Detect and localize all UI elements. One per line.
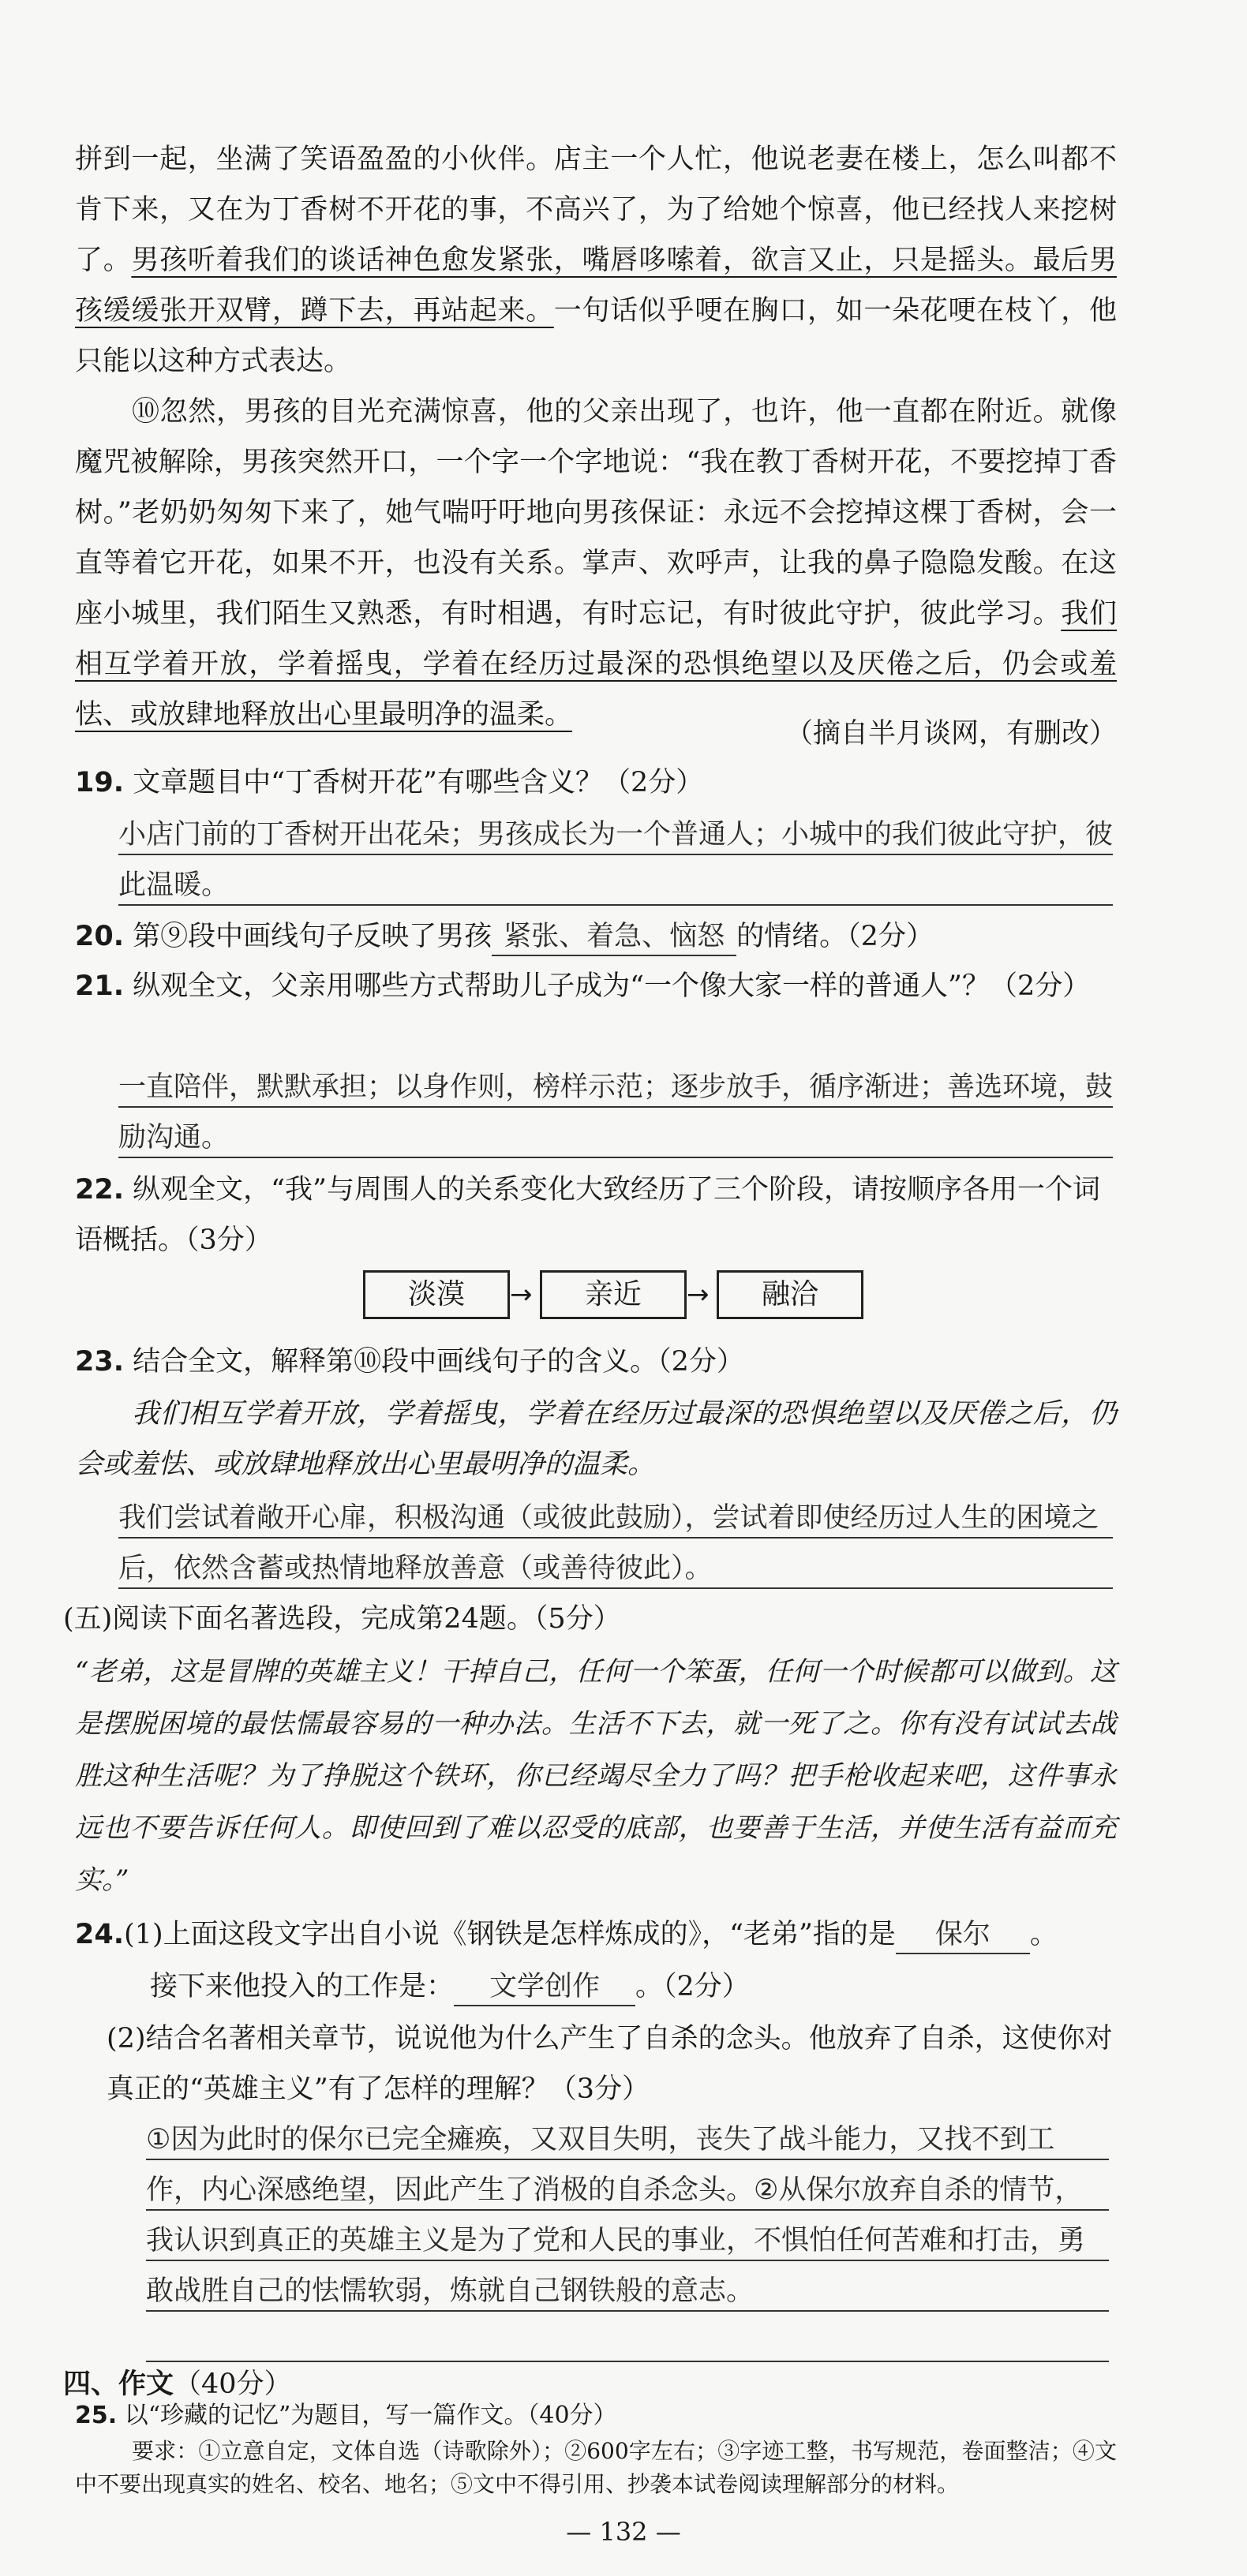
answer-line <box>118 1587 1113 1589</box>
section-title: 四、作文 <box>63 2368 174 2400</box>
novel-excerpt: “老弟，这是冒牌的英雄主义！干掉自己，任何一个笨蛋，任何一个时候都可以做到。这是摆脱困境的最怯懦最容易的一种办法。生活不下去，就一死了之。你有没有试试去战胜这种生活呢？为了挣脱这个铁环，你已经竭尽全力了吗？把手枪收起来吧，这件事永远也不要告诉任何人。即使回到了难以忍受的底部，也要善于生活，并使生活有益而充实。” <box>75 1656 1117 1896</box>
question-number: 25. <box>75 2402 118 2429</box>
passage-source: （摘自半月谈网，有删改） <box>785 718 1117 750</box>
stage-box-3: 融洽 <box>717 1270 863 1319</box>
answer-line <box>118 904 1113 906</box>
question-text: 结合全文，解释第⑩段中画线句子的含义。（2分） <box>133 1346 744 1378</box>
question-text: (1)上面这段文字出自小说《钢铁是怎样炼成的》，“老弟”指的是 <box>124 1919 896 1950</box>
passage-paragraph-10 <box>75 387 1117 740</box>
answer-line <box>146 2260 1109 2261</box>
question-text: 的情绪。（2分） <box>736 921 934 952</box>
paragraph-text: 一句话似乎哽在胸口，如一朵花哽在枝丫，他只能以这种方式表达。 <box>75 295 1117 377</box>
answer-23: 我们尝试着敞开心扉，积极沟通（或彼此鼓励），尝试着即使经历过人生的困境之后，依然含蓄或热情地释放善意（或善待彼此）。 <box>118 1502 1099 1584</box>
arrow-icon: → <box>510 1279 533 1310</box>
section-5-heading: (五)阅读下面名著选段，完成第24题。（5分） <box>63 1603 621 1635</box>
question-number: 20. <box>75 921 125 952</box>
question-text: 纵观全文，“我”与周围人的关系变化大致经历了三个阶段，请按顺序各用一个词语概括。（3分） <box>75 1174 1100 1256</box>
question-24-2: (2)结合名著相关章节，说说他为什么产生了自杀的念头。他放弃了自杀，这使你对真正的“英雄主义”有了怎样的理解？（3分） <box>107 2023 1113 2105</box>
question-25 <box>75 2398 1117 2433</box>
question-text: 。（2分） <box>635 1971 750 2002</box>
answer-blank: 紧张、着急、恼怒 <box>492 918 736 956</box>
answer-line <box>146 2209 1109 2211</box>
question-23 <box>75 1337 1117 1387</box>
question-number: 24. <box>75 1919 125 1950</box>
paragraph-text: ⑩忽然，男孩的目光充满惊喜，他的父亲出现了，也许，他一直都在附近。就像魔咒被解除，男孩突然开口，一个字一个字地说：“我在教丁香树开花，不要挖掉丁香树。”老奶奶匆匆下来了，她气喘吁吁地向男孩保证：永远不会挖掉这棵丁香树，会一直等着它开花，如果不开，也没有关系。掌声、欢呼声，让我的鼻子隐隐发酸。在这座小城里，我们陌生又熟悉，有时相遇，有时忘记，有时彼此守护，彼此学习。 <box>75 396 1117 630</box>
answer-19: 小店门前的丁香树开出花朵；男孩成长为一个普通人；小城中的我们彼此守护，彼此温暖。 <box>118 819 1114 901</box>
question-text: 纵观全文，父亲用哪些方式帮助儿子成为“一个像大家一样的普通人”？（2分） <box>133 970 1091 1002</box>
answer-blank: 文学创作 <box>454 1968 635 2006</box>
page-number: — 132 — <box>566 2517 681 2547</box>
underlined-sentence: 我们相互学着开放，学着摇曳，学着在经历过最深的恐惧绝望以及厌倦之后，仍会或羞怯、或放肆地释放出心里最明净的温柔。 <box>75 598 1117 731</box>
answer-line <box>118 854 1113 855</box>
answer-blank: 保尔 <box>896 1916 1030 1954</box>
section-points: （40分） <box>174 2368 292 2400</box>
question-number: 19. <box>75 767 125 798</box>
paragraph-text: 拼到一起，坐满了笑语盈盈的小伙伴。店主一个人忙，他说老妻在楼上，怎么叫都不肯下来，又在为丁香树不开花的事，不高兴了，为了给她个惊喜，他已经找人来挖树了。 <box>75 144 1117 276</box>
passage-paragraph-9 <box>75 134 1117 387</box>
essay-requirements: 要求：①立意自定，文体自选（诗歌除外）；②600字左右；③字迹工整，书写规范，卷面整洁；④文中不要出现真实的姓名、校名、地名；⑤文中不得引用、抄袭本试卷阅读理解部分的材料。 <box>75 2438 1117 2497</box>
underlined-sentence: 男孩听着我们的谈话神色愈发紧张，嘴唇哆嗦着，欲言又止，只是摇头。最后男孩缓缓张开双臂，蹲下去，再站起来。 <box>75 245 1117 327</box>
question-20 <box>75 911 1117 962</box>
answer-line <box>118 1157 1113 1158</box>
answer-line <box>118 1537 1113 1538</box>
stage-box-1: 淡漠 <box>363 1270 510 1319</box>
answer-21: 一直陪伴，默默承担；以身作则，榜样示范；逐步放手，循序渐进；善选环境，鼓励沟通。 <box>118 1071 1114 1153</box>
question-number: 21. <box>75 970 125 1002</box>
question-text: 接下来他投入的工作是： <box>150 1971 455 2002</box>
question-number: 22. <box>75 1174 125 1206</box>
question-21 <box>75 961 1117 1011</box>
arrow-icon: → <box>687 1279 710 1310</box>
question-text: 第⑨段中画线句子反映了男孩 <box>133 921 492 952</box>
question-24: 24.(1)上面这段文字出自小说《钢铁是怎样炼成的》，“老弟”指的是 保尔 。 <box>75 1909 1117 1960</box>
stage-box-2: 亲近 <box>540 1270 687 1319</box>
answer-line <box>118 1106 1113 1108</box>
question-24-1-continued <box>150 1961 1113 2012</box>
question-19 <box>75 757 1117 808</box>
question-22 <box>75 1165 1117 1266</box>
answer-line <box>146 2159 1109 2160</box>
answer-line <box>146 2310 1109 2312</box>
quoted-sentence: 我们相互学着开放，学着摇曳，学着在经历过最深的恐惧绝望以及厌倦之后，仍会或羞怯、或放肆地释放出心里最明净的温柔。 <box>75 1398 1117 1480</box>
question-text: 以“珍藏的记忆”为题目，写一篇作文。（40分） <box>124 2402 617 2429</box>
answer-24-2: ①因为此时的保尔已完全瘫痪，又双目失明，丧失了战斗能力，又找不到工作，内心深感绝望，因此产生了消极的自杀念头。②从保尔放弃自杀的情节，我认识到真正的英雄主义是为了党和人民的事业，不惧怕任何苦难和打击，勇敢战胜自己的怯懦软弱，炼就自己钢铁般的意志。 <box>146 2124 1086 2307</box>
question-number: 23. <box>75 1346 125 1378</box>
question-text: 文章题目中“丁香树开花”有哪些含义？（2分） <box>133 767 704 798</box>
